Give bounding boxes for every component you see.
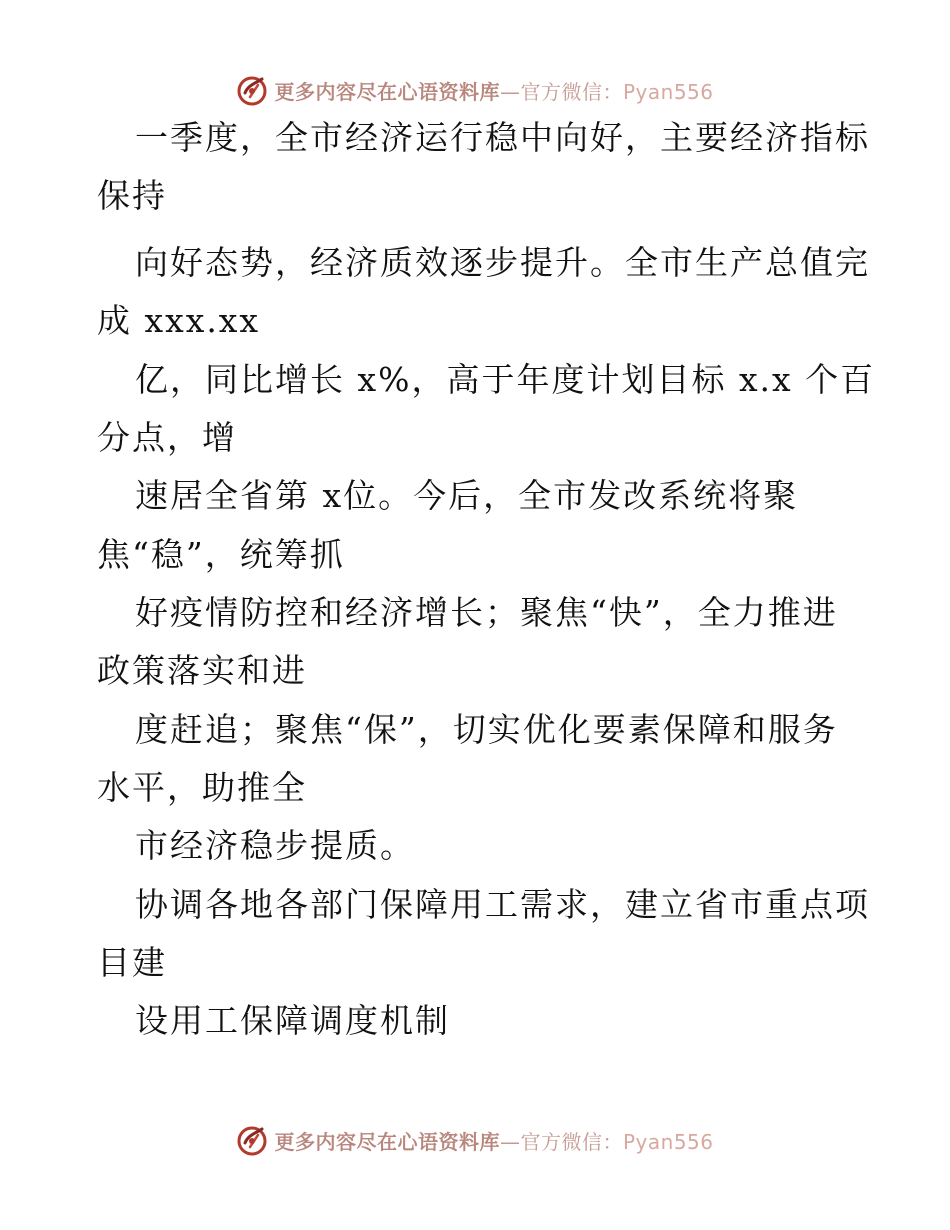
text-line: 好疫情防控和经济增长；聚焦“快”，全力推进 xyxy=(135,593,838,632)
watermark-wechat-id: Pyan556 xyxy=(622,79,714,104)
brand-logo-icon xyxy=(236,73,270,107)
text-line: 目建 xyxy=(97,943,167,982)
header-watermark xyxy=(0,70,950,110)
text-line: 焦“稳”，统筹抓 xyxy=(97,535,345,574)
text-line: 协调各地各部门保障用工需求，建立省市重点项 xyxy=(135,885,870,924)
watermark-wechat-label: —官方微信： xyxy=(499,1129,623,1154)
footer-watermark xyxy=(0,1120,950,1160)
text-line: 亿，同比增长 x%，高于年度计划目标 x.x 个百 xyxy=(135,360,876,399)
brand-logo-icon xyxy=(236,1123,270,1157)
text-line: 速居全省第 x位。今后，全市发改系统将聚 xyxy=(135,476,799,515)
text-line: 政策落实和进 xyxy=(97,651,307,690)
watermark-wechat-id: Pyan556 xyxy=(622,1129,714,1154)
text-line: 保持 xyxy=(97,176,167,215)
watermark-text xyxy=(274,76,713,105)
watermark-text xyxy=(274,1126,713,1155)
text-line: 度赶追；聚焦“保”，切实优化要素保障和服务 xyxy=(135,710,838,749)
text-line: 成 xxx.xx xyxy=(97,301,261,340)
text-line: 向好态势，经济质效逐步提升。全市生产总值完 xyxy=(135,243,870,282)
text-line: 一季度，全市经济运行稳中向好，主要经济指标 xyxy=(135,118,870,157)
watermark-library-name: 更多内容尽在心语资料库 xyxy=(274,79,500,104)
watermark-wechat-label: —官方微信： xyxy=(499,79,623,104)
text-line: 市经济稳步提质。 xyxy=(135,826,415,865)
text-line: 分点，增 xyxy=(97,418,237,457)
watermark-library-name: 更多内容尽在心语资料库 xyxy=(274,1129,500,1154)
text-line: 水平，助推全 xyxy=(97,768,307,807)
text-line: 设用工保障调度机制 xyxy=(135,1001,450,1040)
